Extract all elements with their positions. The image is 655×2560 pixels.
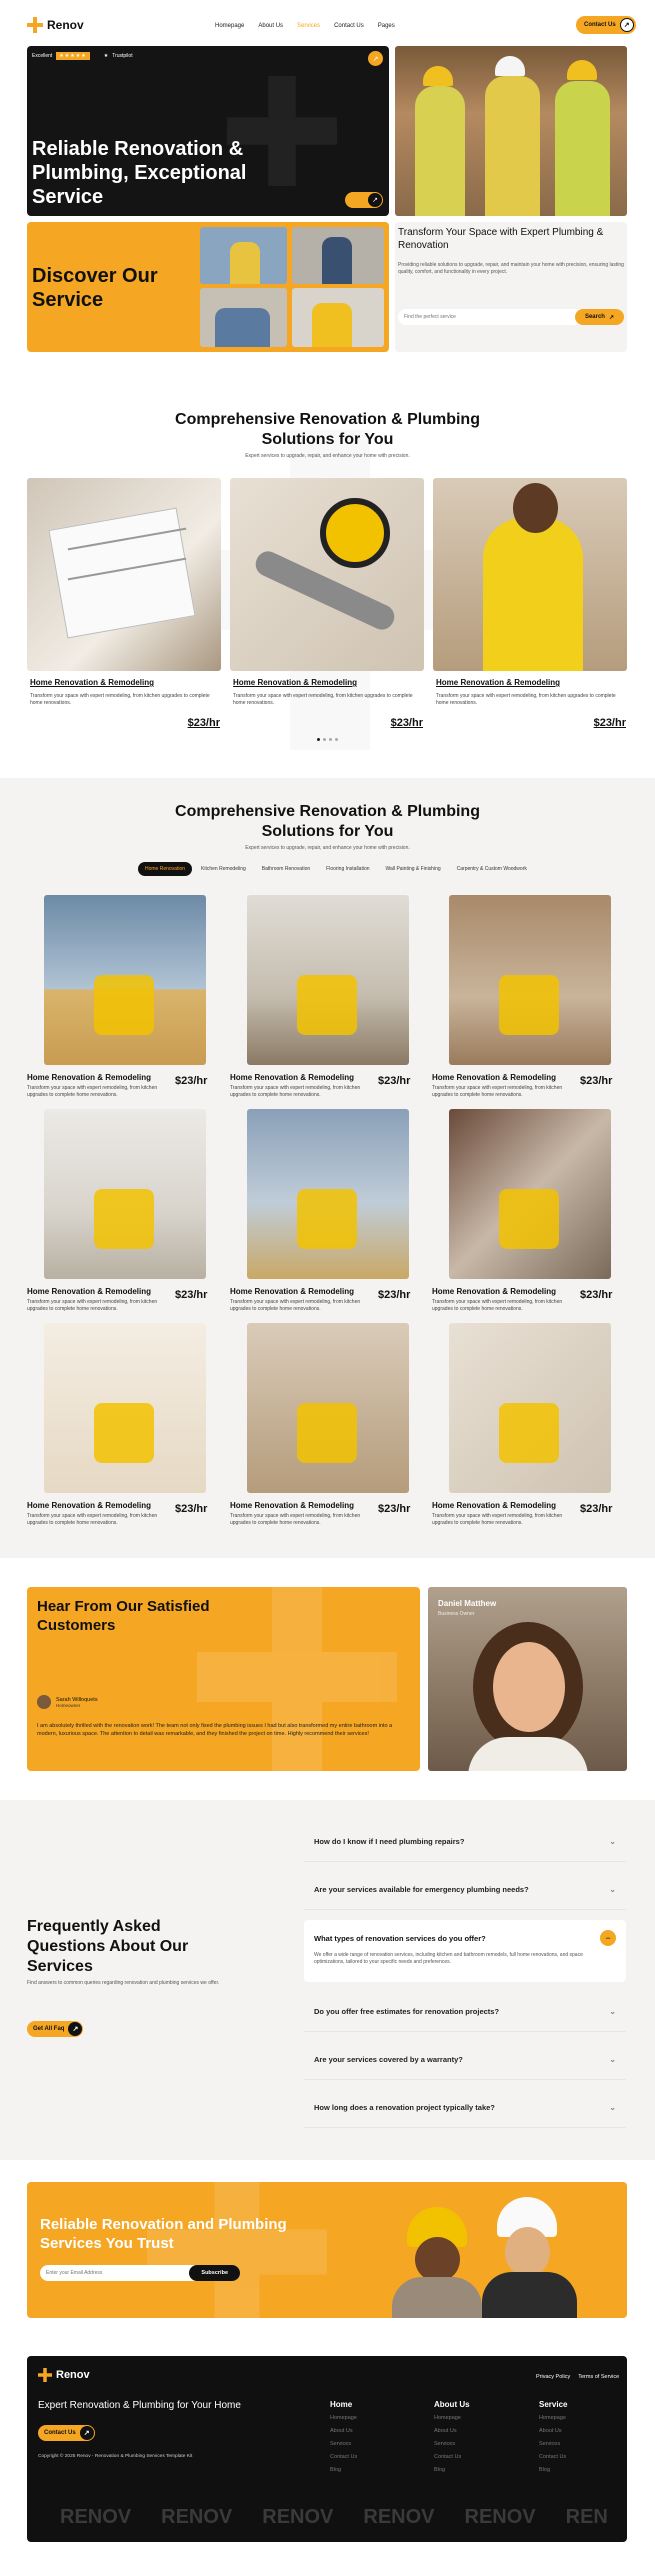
footer-brand: Renov bbox=[56, 2369, 90, 2381]
faq-item[interactable] bbox=[304, 2088, 626, 2128]
footer-link[interactable]: Blog bbox=[539, 2467, 551, 2473]
service-card-2[interactable] bbox=[233, 678, 423, 734]
tab-flooring-installation[interactable]: Flooring Installation bbox=[326, 866, 370, 872]
terms-link[interactable]: Terms of Service bbox=[578, 2374, 620, 2380]
service-item-title[interactable]: Home Renovation & Remodeling bbox=[230, 1501, 355, 1510]
footer-link[interactable]: Homepage bbox=[330, 2415, 357, 2421]
rating-stars: ★★★★★ bbox=[56, 52, 89, 60]
arrow-icon: ↗ bbox=[620, 18, 634, 32]
logo-icon bbox=[27, 17, 43, 33]
service-thumb-2 bbox=[292, 227, 384, 284]
service-item-price: $23/hr bbox=[580, 1503, 613, 1515]
service-photo bbox=[449, 1323, 611, 1493]
faq-desc: Find answers to common queries regarding renovation and plumbing services we offer. bbox=[27, 1980, 220, 1986]
marquee-text: REN bbox=[565, 2506, 608, 2528]
footer-link[interactable]: About Us bbox=[539, 2428, 562, 2434]
trustpilot-icon: ★ bbox=[103, 53, 109, 59]
drill-worker-photo bbox=[433, 478, 627, 671]
marquee-text: RENOV bbox=[464, 2506, 536, 2528]
footer-link[interactable]: Blog bbox=[434, 2467, 446, 2473]
transform-desc: Providing reliable solutions to upgrade, repair, and maintain your home with precision, ensuring lasting quality, comfort, and functionality in every project. bbox=[398, 262, 624, 275]
service-item-price: $23/hr bbox=[378, 1503, 411, 1515]
footer-link[interactable]: Contact Us bbox=[434, 2454, 462, 2460]
service-card-3[interactable] bbox=[436, 678, 626, 734]
header-contact-label: Contact Us bbox=[584, 22, 616, 28]
service-photo bbox=[44, 1109, 206, 1279]
service-item-desc: Transform your space with expert remodeling, from kitchen upgrades to complete home renovations. bbox=[230, 1513, 361, 1526]
section1-title: Comprehensive Renovation & Plumbing Solutions for You bbox=[175, 411, 480, 448]
service-photo bbox=[449, 895, 611, 1065]
faq-cta-button[interactable] bbox=[27, 2021, 83, 2037]
service-item-price: $23/hr bbox=[580, 1289, 613, 1301]
hero-play-button[interactable]: ↗ bbox=[368, 51, 383, 66]
card-desc: Transform your space with expert remodeling, from kitchen upgrades to complete home renovations. bbox=[436, 693, 616, 706]
service-item-price: $23/hr bbox=[378, 1075, 411, 1087]
service-item-desc: Transform your space with expert remodeling, from kitchen upgrades to complete home renovations. bbox=[27, 1513, 158, 1526]
logo-icon bbox=[38, 2368, 52, 2382]
marquee-text: RENOV bbox=[161, 2506, 233, 2528]
brand-name: Renov bbox=[47, 18, 84, 32]
site-header bbox=[0, 0, 655, 50]
section2-subtitle: Expert services to upgrade, repair, and enhance your home with precision. bbox=[245, 845, 410, 851]
service-item-title[interactable]: Home Renovation & Remodeling bbox=[432, 1501, 557, 1510]
cta-banner-title: Reliable Renovation and Plumbing Services You Trust bbox=[40, 2216, 287, 2252]
card-desc: Transform your space with expert remodeling, from kitchen upgrades to complete home renovations. bbox=[30, 693, 210, 706]
card-price: $23/hr bbox=[593, 717, 626, 729]
footer-col-title: Service bbox=[539, 2400, 568, 2409]
search-input[interactable] bbox=[404, 314, 544, 320]
faq-cta-label: Get All Faq bbox=[33, 2026, 65, 2032]
subscribe-form bbox=[40, 2265, 240, 2281]
service-card-1[interactable] bbox=[30, 678, 220, 734]
chevron-down-icon: ⌄ bbox=[609, 1885, 616, 1894]
footer-tagline: Expert Renovation & Plumbing for Your Home bbox=[38, 2400, 241, 2411]
footer-contact-button[interactable] bbox=[38, 2425, 95, 2441]
transform-panel bbox=[395, 222, 627, 352]
testimonial-card bbox=[27, 1587, 420, 1771]
service-photo bbox=[247, 1323, 409, 1493]
service-item-title[interactable]: Home Renovation & Remodeling bbox=[230, 1073, 355, 1082]
service-item-title[interactable]: Home Renovation & Remodeling bbox=[432, 1073, 557, 1082]
tab-bathroom-renovation[interactable]: Bathroom Renovation bbox=[261, 866, 311, 872]
faq-question: How long does a renovation project typically take? bbox=[314, 2103, 495, 2112]
service-thumb-3 bbox=[200, 288, 287, 347]
footer-logo[interactable] bbox=[38, 2368, 90, 2382]
card-price: $23/hr bbox=[187, 717, 220, 729]
faq-item[interactable] bbox=[304, 1822, 626, 1862]
faq-title: Frequently Asked Questions About Our Services bbox=[27, 1918, 189, 1975]
footer-link[interactable]: Services bbox=[434, 2441, 456, 2447]
arrow-icon: ↗ bbox=[608, 314, 614, 321]
footer-link[interactable]: Homepage bbox=[434, 2415, 461, 2421]
logo[interactable] bbox=[27, 17, 84, 33]
hero-card bbox=[27, 46, 389, 216]
service-item-price: $23/hr bbox=[175, 1503, 208, 1515]
tab-carpentry[interactable]: Carpentry & Custom Woodwork bbox=[456, 866, 527, 872]
testimonial-title: Hear From Our Satisfied Customers bbox=[37, 1598, 210, 1634]
service-item-desc: Transform your space with expert remodeling, from kitchen upgrades to complete home renovations. bbox=[27, 1299, 158, 1312]
trustpilot-label: Trustpilot bbox=[112, 53, 133, 59]
service-item-desc: Transform your space with expert remodeling, from kitchen upgrades to complete home renovations. bbox=[432, 1085, 563, 1098]
footer-col-service bbox=[539, 2400, 567, 2480]
card-price: $23/hr bbox=[390, 717, 423, 729]
service-item-price: $23/hr bbox=[378, 1289, 411, 1301]
carousel-dot[interactable] bbox=[329, 738, 332, 741]
nav-about-us[interactable]: About Us bbox=[258, 23, 284, 29]
marquee-text: RENOV bbox=[60, 2506, 132, 2528]
tools-photo bbox=[230, 478, 424, 671]
photo-name: Daniel Matthew bbox=[438, 1599, 497, 1608]
faq-question: Are your services available for emergency plumbing needs? bbox=[314, 1885, 529, 1894]
arrow-icon: ↗ bbox=[368, 193, 382, 207]
search-button-label: Search bbox=[584, 314, 605, 320]
category-tabs bbox=[138, 862, 534, 876]
faq-question: What types of renovation services do you offer? bbox=[314, 1933, 486, 1943]
chevron-down-icon: ⌄ bbox=[609, 2055, 616, 2064]
service-photo bbox=[44, 895, 206, 1065]
marquee-text: RENOV bbox=[262, 2506, 334, 2528]
service-item-price: $23/hr bbox=[175, 1289, 208, 1301]
footer bbox=[27, 2356, 627, 2542]
card-title[interactable]: Home Renovation & Remodeling bbox=[30, 678, 155, 687]
section1-subtitle: Expert services to upgrade, repair, and enhance your home with precision. bbox=[245, 453, 410, 459]
service-item-price: $23/hr bbox=[580, 1075, 613, 1087]
testimonial-quote: I am absolutely thrilled with the renovation work! The team not only fixed the plumbing issues I had but also transformed my entire bathroom into a modern, luxurious space. The attention to detail was remarkable, and they finished the project on time. Highly recommend their services! bbox=[37, 1723, 393, 1737]
discover-card bbox=[27, 222, 389, 352]
footer-link[interactable]: About Us bbox=[434, 2428, 457, 2434]
workers-photo bbox=[395, 46, 627, 216]
transform-title: Transform Your Space with Expert Plumbing & Renovation bbox=[398, 227, 604, 251]
faq-question: Do you offer free estimates for renovation projects? bbox=[314, 2007, 500, 2016]
footer-col-title: About Us bbox=[434, 2400, 470, 2409]
footer-col-home bbox=[330, 2400, 357, 2480]
customer-photo bbox=[428, 1587, 627, 1771]
arrow-icon: ↗ bbox=[68, 2022, 82, 2036]
footer-link[interactable]: Homepage bbox=[539, 2415, 566, 2421]
service-item-desc: Transform your space with expert remodeling, from kitchen upgrades to complete home renovations. bbox=[432, 1299, 563, 1312]
hero-toggle[interactable] bbox=[345, 192, 383, 208]
reviewer bbox=[37, 1695, 98, 1709]
faq-item[interactable] bbox=[304, 1870, 626, 1910]
workers-banner-photo bbox=[367, 2182, 627, 2318]
discover-title: Discover Our Service bbox=[32, 265, 158, 311]
footer-link[interactable]: About Us bbox=[330, 2428, 353, 2434]
rating-label: Excellent bbox=[32, 53, 53, 59]
nav-services[interactable]: Services bbox=[297, 23, 321, 29]
chevron-down-icon: ⌄ bbox=[609, 2007, 616, 2016]
footer-contact-label: Contact Us bbox=[44, 2430, 76, 2436]
footer-marquee bbox=[60, 2506, 608, 2529]
subscribe-button[interactable]: Subscribe bbox=[189, 2265, 240, 2281]
footer-link[interactable]: Services bbox=[539, 2441, 561, 2447]
service-item-desc: Transform your space with expert remodeling, from kitchen upgrades to complete home renovations. bbox=[27, 1085, 158, 1098]
email-input[interactable] bbox=[46, 2270, 166, 2276]
tab-wall-painting[interactable]: Wall Painting & Finishing bbox=[385, 866, 441, 872]
reviewer-role: Homeowner bbox=[56, 1702, 81, 1708]
avatar bbox=[37, 1695, 51, 1709]
footer-col-title: Home bbox=[330, 2400, 353, 2409]
footer-link[interactable]: Contact Us bbox=[539, 2454, 567, 2460]
service-item-title[interactable]: Home Renovation & Remodeling bbox=[27, 1501, 152, 1510]
marquee-text: RENOV bbox=[363, 2506, 435, 2528]
card-title[interactable]: Home Renovation & Remodeling bbox=[436, 678, 561, 687]
tab-home-renovation[interactable]: Home Renovation bbox=[138, 862, 192, 876]
faq-question: Are your services covered by a warranty? bbox=[314, 2055, 463, 2064]
tab-kitchen-remodeling[interactable]: Kitchen Remodeling bbox=[201, 866, 246, 872]
photo-role: Business Owner bbox=[438, 1611, 475, 1617]
carousel-dot[interactable] bbox=[323, 738, 326, 741]
service-item-desc: Transform your space with expert remodeling, from kitchen upgrades to complete home renovations. bbox=[432, 1513, 563, 1526]
privacy-policy-link[interactable]: Privacy Policy bbox=[536, 2374, 571, 2380]
minus-icon[interactable]: − bbox=[600, 1930, 616, 1946]
chevron-down-icon: ⌄ bbox=[609, 1837, 616, 1846]
nav-pages[interactable]: Pages bbox=[377, 23, 395, 29]
card-title[interactable]: Home Renovation & Remodeling bbox=[233, 678, 358, 687]
service-item-title[interactable]: Home Renovation & Remodeling bbox=[27, 1073, 152, 1082]
service-photo bbox=[247, 1109, 409, 1279]
footer-link[interactable]: Blog bbox=[330, 2467, 342, 2473]
faq-item[interactable] bbox=[304, 2040, 626, 2080]
rating-row bbox=[32, 52, 133, 60]
blueprint-photo bbox=[27, 478, 221, 671]
carousel-dot[interactable] bbox=[335, 738, 338, 741]
hero-title: Reliable Renovation & Plumbing, Exceptional Service bbox=[32, 138, 247, 208]
faq-answer: We offer a wide range of renovation services, including kitchen and bathroom remodels, full home renovations, and space optimizations, tailored to your specific needs and preferences. bbox=[314, 1952, 583, 1965]
service-photo bbox=[247, 895, 409, 1065]
reviewer-name: Sarah Willoquets bbox=[56, 1696, 98, 1703]
faq-item[interactable] bbox=[304, 1992, 626, 2032]
chevron-down-icon: ⌄ bbox=[609, 2103, 616, 2112]
service-photo bbox=[449, 1109, 611, 1279]
carousel-dot[interactable] bbox=[317, 738, 320, 741]
header-contact-button[interactable] bbox=[576, 16, 636, 34]
service-item-desc: Transform your space with expert remodeling, from kitchen upgrades to complete home renovations. bbox=[230, 1085, 361, 1098]
legal-links bbox=[536, 2374, 619, 2380]
search-button[interactable] bbox=[575, 309, 624, 325]
faq-item-open[interactable] bbox=[304, 1920, 626, 1982]
service-item-title[interactable]: Home Renovation & Remodeling bbox=[27, 1287, 152, 1296]
nav-homepage[interactable]: Homepage bbox=[215, 23, 245, 29]
copyright: Copyright © 2025 Renov - Renovation & Plumbing Services Template Kit bbox=[38, 2454, 193, 2459]
main-nav bbox=[215, 23, 395, 29]
section2-title: Comprehensive Renovation & Plumbing Solutions for You bbox=[175, 803, 480, 840]
service-item-desc: Transform your space with expert remodeling, from kitchen upgrades to complete home renovations. bbox=[230, 1299, 361, 1312]
service-item-title[interactable]: Home Renovation & Remodeling bbox=[432, 1287, 557, 1296]
service-item-title[interactable]: Home Renovation & Remodeling bbox=[230, 1287, 355, 1296]
footer-link[interactable]: Contact Us bbox=[330, 2454, 358, 2460]
arrow-icon: ↗ bbox=[80, 2426, 94, 2440]
nav-contact-us[interactable]: Contact Us bbox=[334, 23, 364, 29]
card-desc: Transform your space with expert remodeling, from kitchen upgrades to complete home renovations. bbox=[233, 693, 413, 706]
faq-question: How do I know if I need plumbing repairs? bbox=[314, 1837, 465, 1846]
carousel-dots[interactable] bbox=[317, 738, 338, 741]
service-photo bbox=[44, 1323, 206, 1493]
service-thumb-1 bbox=[200, 227, 287, 284]
service-thumb-4 bbox=[292, 288, 384, 347]
footer-col-about bbox=[434, 2400, 470, 2480]
service-item-price: $23/hr bbox=[175, 1075, 208, 1087]
service-search bbox=[398, 309, 624, 325]
footer-link[interactable]: Services bbox=[330, 2441, 352, 2447]
cta-banner bbox=[27, 2182, 627, 2318]
